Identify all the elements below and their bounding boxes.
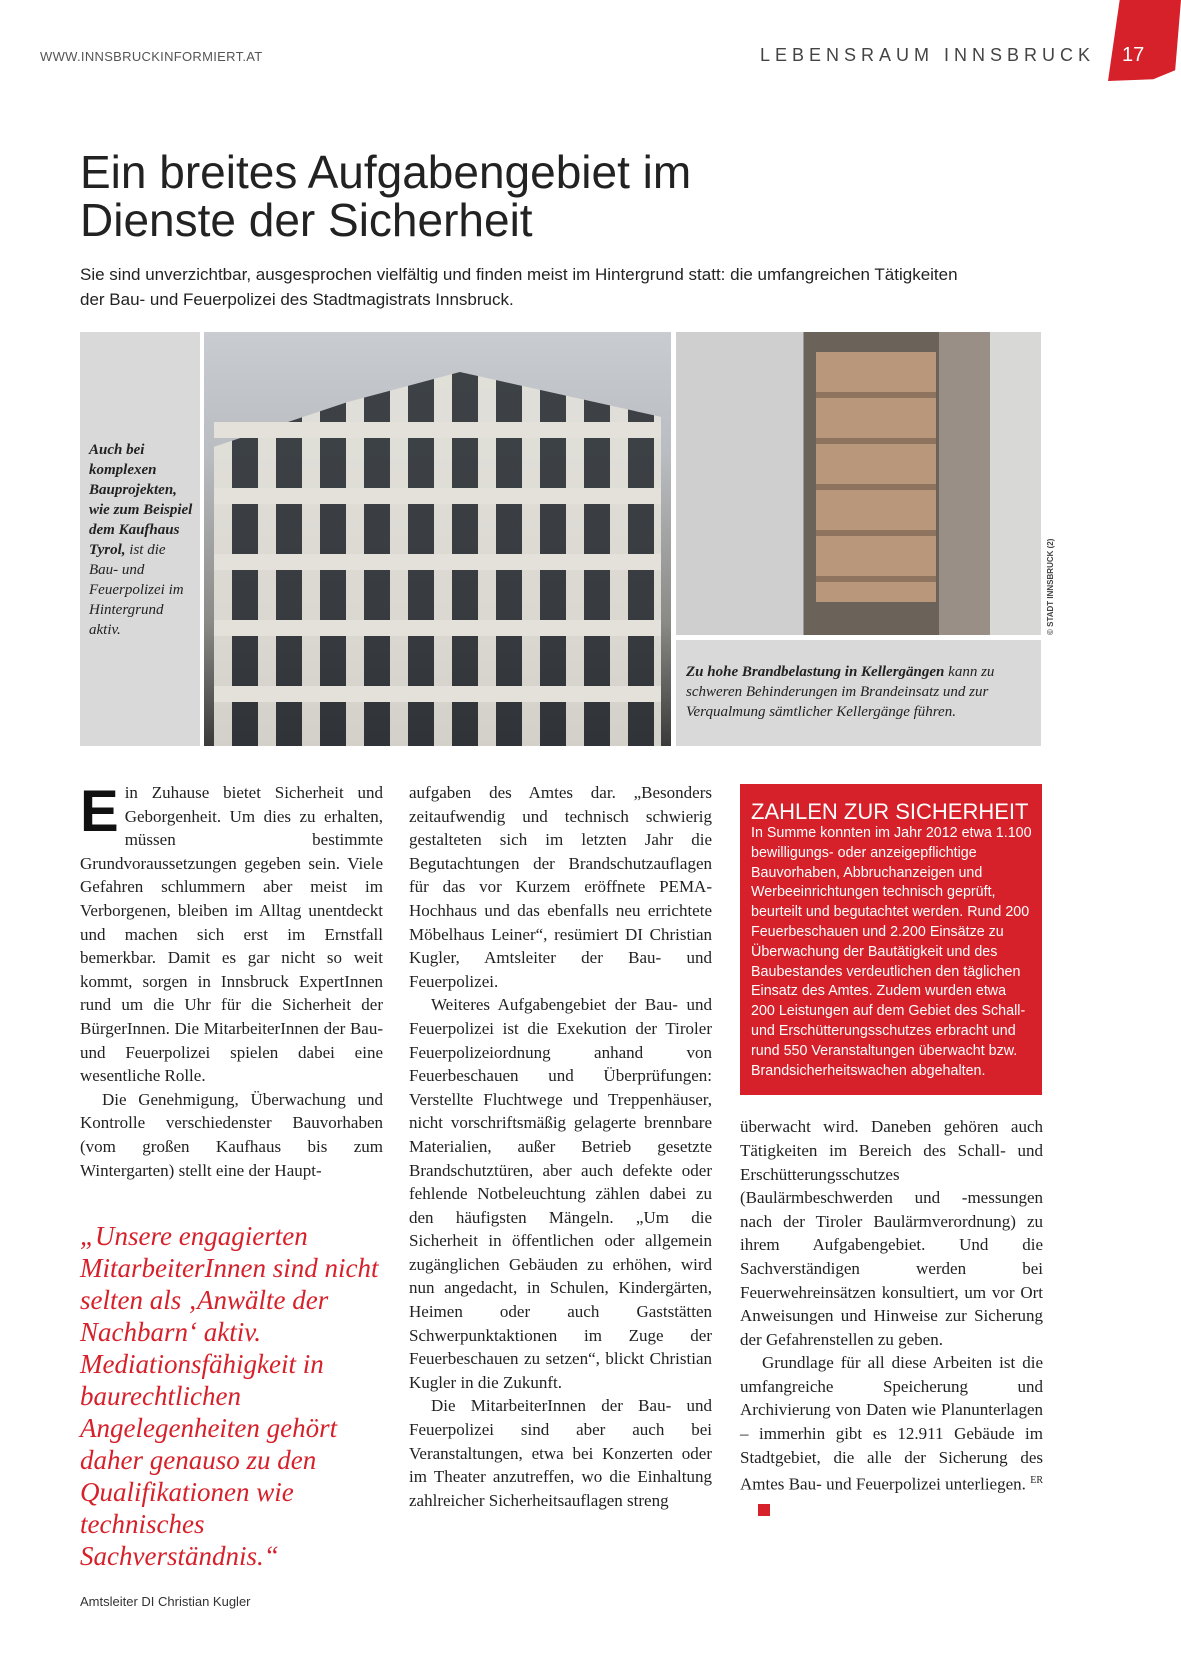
drop-cap: E (80, 779, 119, 844)
end-mark-icon (758, 1504, 770, 1516)
photo-caption-right (676, 640, 1041, 746)
page-number: 17 (1122, 44, 1145, 66)
website-url: WWW.INNSBRUCKINFORMIERT.AT (40, 49, 263, 64)
caption-bold: Zu hohe Brandbelastung in Kellergängen (686, 664, 945, 680)
caption-bold: Auch bei komplexen Bauprojekten, wie zum Beispiel dem Kaufhaus Tyrol, (89, 442, 193, 558)
paragraph-text: in Zuhause bietet Sicherheit und Geborgenheit. Um dies zu erhalten, müssen bestimmte Grundvoraussetzungen gegeben sein. Viele Gefahren schlummern aber meist im Verborgenen, bleiben im Alltag unentdeckt und machen sich erst im Ernstfall bemerkbar. Damit es gar nicht so weit kommt, sorgen in Innsbruck ExpertInnen rund um die Uhr für die Sicherheit der BürgerInnen. Die MitarbeiterInnen der Bau- und Feuerpolizei spielen dabei eine wesentliche Rolle. (80, 783, 383, 1086)
info-box-title: ZAHLEN ZUR SICHERHEIT (751, 799, 1029, 824)
photo-caption-left (80, 332, 200, 746)
quote-author: Amtsleiter DI Christian Kugler (80, 1594, 251, 1610)
article-subtitle: Sie sind unverzichtbar, ausgesprochen vielfältig und finden meist im Hintergrund statt: die umfangreichen Tätigkeiten der Bau- und Feuerpolizei des Stadtmagistrats Innsbruck. (80, 265, 958, 309)
article-title: Ein breites Aufgabengebiet im Dienste der Sicherheit (80, 146, 692, 246)
photo-kaufhaus-tyrol (204, 332, 671, 746)
caption-text: kann zu schweren Behinderungen im Brandeinsatz und zur Verqualmung sämtlicher Kellergänge führen. (686, 664, 995, 720)
paragraph (740, 1351, 1043, 1520)
caption-text: ist die Bau- und Feuerpolizei im Hintergrund aktiv. (89, 542, 184, 638)
photo-basement-corridor (676, 332, 1041, 635)
photo-credit: © STADT INNSBRUCK (2) (1046, 538, 1055, 635)
page-number-tab (1108, 0, 1181, 90)
info-box-text: In Summe konnten im Jahr 2012 etwa 1.100 bewilligungs- oder anzeigepflichtige Bauvorhaben, Abbruchanzeigen und Werbeeinrichtungen technisch geprüft, beurteilt und begutachtet werden. Rund 200 Feuerbeschauen und 2.200 Einsätze zu Überwachung der Bautätigkeit und des Baubestandes verdeutlichen den täglichen Einsatz des Amtes. Zudem wurden etwa 200 Leistungen auf dem Gebiet des Schall- und Erschütterungsschutzes erbracht und rund 550 Veranstaltungen überwacht bzw. Brandsicherheitswachen abgehalten. (751, 825, 1032, 1079)
paragraph: Die Genehmigung, Überwachung und Kontrolle verschiedenster Bauvorhaben (vom großen Kaufhaus bis zum Wintergarten) stellt eine der Haupt- (80, 1089, 383, 1180)
info-box (740, 784, 1042, 1095)
paragraph: Die MitarbeiterInnen der Bau- und Feuerpolizei sind aber auch bei Veranstaltungen, etwa bei Konzerten oder im Theater anzutreffen, wo die Einhaltung zahlreicher Sicherheitsauflagen streng (409, 1396, 712, 1510)
paragraph (80, 781, 383, 1088)
paragraph: aufgaben des Amtes dar. „Besonders zeitaufwendig und technisch schwierig gestalteten sich im letzten Jahr die Begutachtungen der Brandschutzauflagen für das vor Kurzem eröffnete PEMA-Hochhaus und das ebenfalls neu errichtete Möbelhaus Leiner“, resümiert DI Christian Kugler, Amtsleiter der Bau- und Feuerpolizei. (409, 783, 712, 991)
body-column-3 (740, 784, 1043, 1520)
body-column-1 (80, 781, 383, 1609)
pull-quote: „Unsere engagierten MitarbeiterInnen sind nicht selten als ‚Anwälte der Nachbarn‘ aktiv. Mediationsfähigkeit in baurechtlichen Angelegenheiten gehört daher genauso zu den Qualifikationen wie technisches Sachverständnis.“ (80, 1221, 379, 1572)
paragraph: überwacht wird. Daneben gehören auch Tätigkeiten im Bereich des Schall- und Erschütterungsschutzes (Baulärmbeschwerden und -messungen nach der Tiroler Baulärmverordnung) zu ihrem Aufgabengebiet. Und die Sachverständigen werden bei Feuerwehreinsätzen konsultiert, um vor Ort Anweisungen und Hinweise zur Sicherung der Gefahrenstellen zu geben. (740, 1117, 1043, 1349)
section-title: LEBENSRAUM INNSBRUCK (760, 45, 1096, 65)
paragraph: Weiteres Aufgabengebiet der Bau- und Feuerpolizei ist die Exekution der Tiroler Feuerpolizeiordnung anhand von Feuerbeschauen und Überprüfungen: Verstellte Fluchtwege und Treppenhäuser, nicht vorschriftsmäßig gelagerte brennbare Materialien, außer Betrieb gesetzte Brandschutztüren, aber auch defekte oder fehlende Notbeleuchtung zählen dabei zu den häufigsten Mängeln. „Um die Sicherheit in öffentlichen oder allgemein zugänglichen Gebäuden zu erhöhen, wird nun angedacht, in Schulen, Kindergärten, Heimen oder auch Gaststätten Schwerpunktaktionen im Zuge der Feuerbeschauen zu setzen“, blickt Christian Kugler in die Zukunft. (409, 995, 712, 1392)
paragraph-text: Grundlage für all diese Arbeiten ist die umfangreiche Speicherung und Archivierung von Daten wie Planunterlagen – immerhin gibt es 12.911 Gebäude im Stadtgebiet, die alle der Sicherung des Amtes Bau- und Feuerpolizei unterliegen. (740, 1353, 1043, 1494)
body-column-2 (409, 781, 712, 1512)
author-signature: ER (1030, 1475, 1043, 1487)
